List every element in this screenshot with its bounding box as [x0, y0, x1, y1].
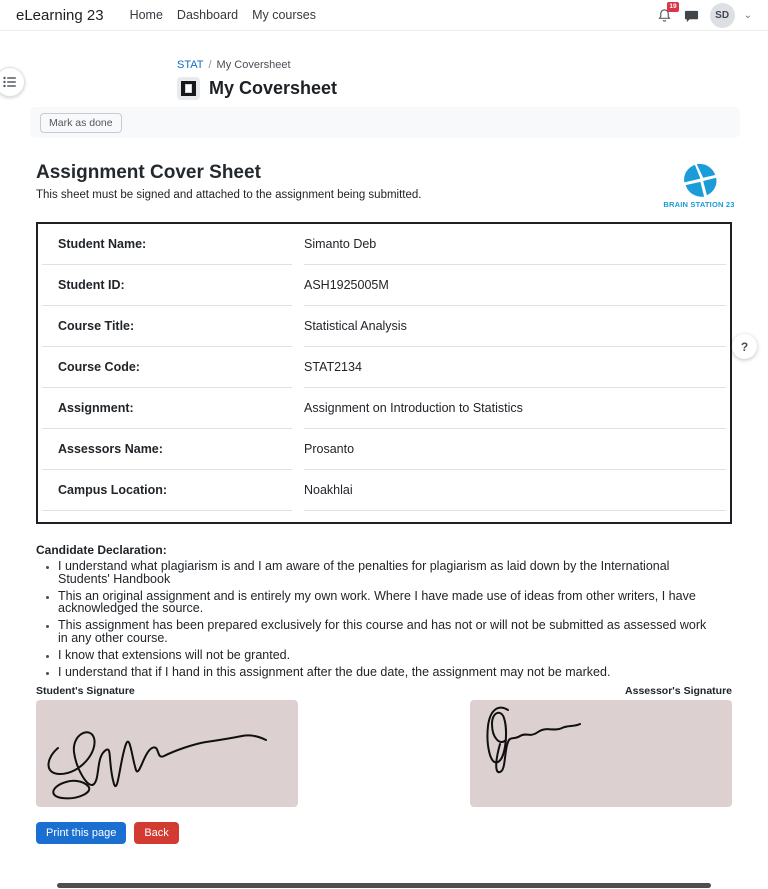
list-icon — [3, 76, 17, 88]
declaration-item: • I understand what plagiarism is and I am aware of the penalties for plagiarism as laid down by the International Students' Handbook — [58, 560, 718, 585]
field-label: Campus Location: — [42, 470, 292, 511]
table-row — [42, 470, 726, 511]
student-signature-image — [36, 700, 298, 807]
messages-chat-icon[interactable] — [683, 6, 701, 24]
user-avatar[interactable]: SD — [710, 3, 735, 28]
mark-as-done-button[interactable]: Mark as done — [40, 113, 122, 133]
assessor-signature-image — [470, 700, 732, 807]
field-value: Statistical Analysis — [304, 306, 726, 347]
table-row — [42, 224, 726, 265]
student-signature-box — [36, 700, 298, 807]
assessor-signature-label: Assessor's Signature — [625, 685, 732, 697]
breadcrumb-separator: / — [208, 59, 212, 71]
nav-item-home[interactable]: Home — [129, 8, 163, 22]
user-menu-chevron-down-icon[interactable]: ⌄ — [743, 9, 752, 21]
field-value: Prosanto — [304, 429, 726, 470]
brain-station-logo-icon — [681, 163, 718, 198]
table-row — [42, 388, 726, 429]
page-title: My Coversheet — [209, 78, 338, 98]
navbar-right — [656, 3, 752, 28]
declaration-list — [58, 560, 718, 683]
action-buttons — [36, 822, 179, 844]
coversheet-table — [36, 222, 732, 524]
student-signature-label: Student's Signature — [36, 685, 135, 697]
field-value: STAT2134 — [304, 347, 726, 388]
top-navbar — [0, 0, 768, 31]
table-row — [42, 265, 726, 306]
coversheet-title: Assignment Cover Sheet — [36, 162, 261, 183]
print-page-button[interactable]: Print this page — [36, 822, 126, 844]
brain-station-logo — [664, 163, 734, 209]
nav-item-dashboard[interactable]: Dashboard — [176, 8, 239, 22]
field-label: Student Name: — [42, 224, 292, 265]
declaration-item: • This assignment has been prepared exclusively for this course and has not or will not be submitted as assessed work in any other course. — [58, 619, 718, 644]
table-row — [42, 306, 726, 347]
back-button[interactable]: Back — [134, 822, 178, 844]
declaration-item: • This an original assignment and is entirely my own work. Where I have made use of ideas from other writers, I have acknowledged the source. — [58, 590, 718, 615]
activity-completion-strip — [30, 107, 740, 138]
field-value: ASH1925005M — [304, 265, 726, 306]
breadcrumb-course-link[interactable]: STAT — [177, 59, 204, 71]
site-brand[interactable]: eLearning 23 — [16, 6, 104, 24]
field-label: Course Title: — [42, 306, 292, 347]
primary-nav — [130, 8, 316, 22]
field-label: Student ID: — [42, 265, 292, 306]
notification-count-badge: 19 — [669, 2, 677, 10]
coversheet-subtitle: This sheet must be signed and attached to the assignment being submitted. — [36, 189, 422, 201]
activity-module-icon — [177, 77, 200, 100]
horizontal-scrollbar-thumb[interactable] — [57, 883, 711, 888]
table-row — [42, 347, 726, 388]
table-row — [42, 429, 726, 470]
field-label: Assessors Name: — [42, 429, 292, 470]
nav-item-my-courses[interactable]: My courses — [252, 8, 316, 22]
notifications-bell-icon[interactable] — [656, 2, 677, 24]
field-label: Assignment: — [42, 388, 292, 429]
course-index-toggle-button[interactable] — [0, 67, 25, 97]
field-label: Course Code: — [42, 347, 292, 388]
page-titlebar — [177, 77, 337, 100]
breadcrumb-current: My Coversheet — [216, 59, 291, 71]
field-value: Assignment on Introduction to Statistics — [304, 388, 726, 429]
breadcrumb — [177, 59, 291, 71]
field-value: Simanto Deb — [304, 224, 726, 265]
declaration-item: • I know that extensions will not be granted. — [58, 649, 718, 662]
brain-station-logo-text: BRAIN STATION 23 — [663, 200, 735, 209]
declaration-item: • I understand that if I hand in this assignment after the due date, the assignment may not be marked. — [58, 666, 718, 679]
declaration-title: Candidate Declaration: — [36, 543, 167, 557]
help-button[interactable]: ? — [732, 334, 757, 359]
field-value: Noakhlai — [304, 470, 726, 511]
assessor-signature-box — [470, 700, 732, 807]
